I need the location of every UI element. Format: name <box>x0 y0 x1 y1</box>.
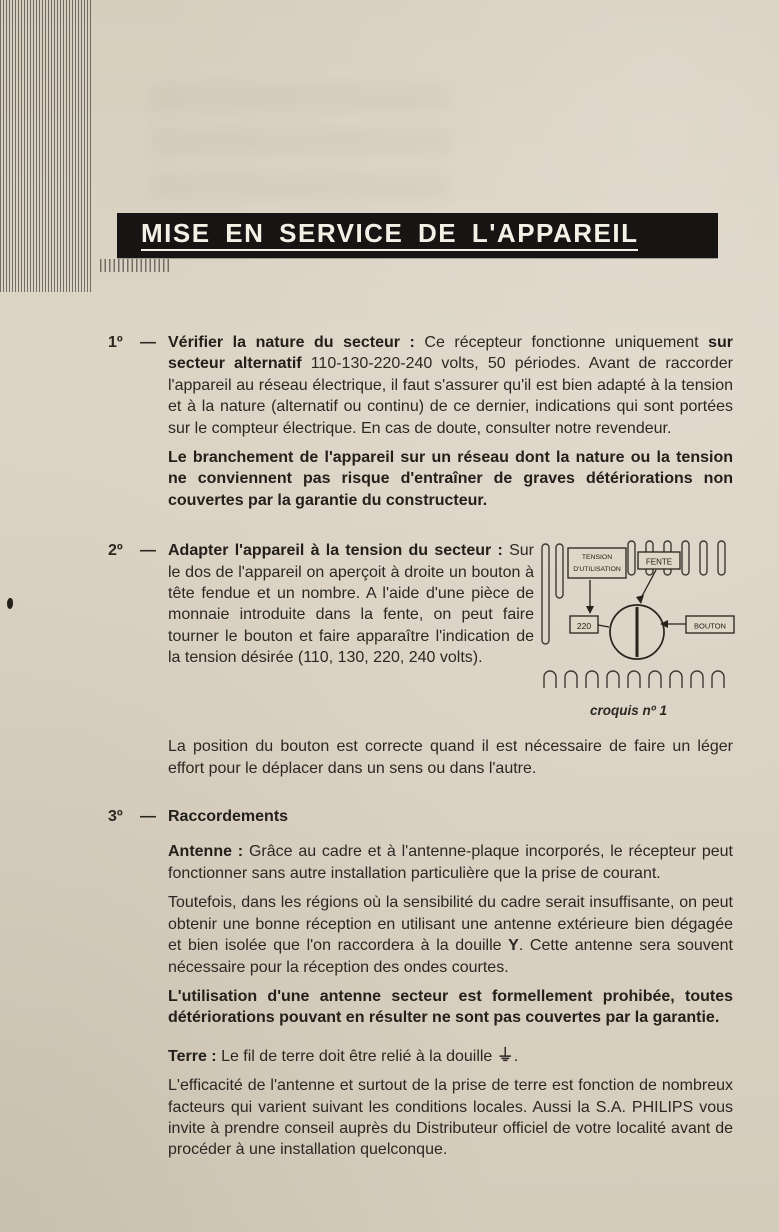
final-paragraph: L'efficacité de l'antenne et surtout de la prise de terre est fonction de nombreux facteurs qui varient suivant les conditions locales. Aussi la S.A. PHILIPS vous invite à prendre conseil auprès du Distributeur officiel de votre localité avant de procéder à une installation quelconque. <box>168 1077 733 1159</box>
section-2-text-and-figure <box>168 540 733 722</box>
scan-stripe-pattern <box>0 0 93 292</box>
print-through-ghost <box>150 85 450 215</box>
section-3-dash: — <box>140 808 156 826</box>
ink-speck <box>7 598 13 609</box>
section-2-after-paragraph: La position du bouton est correcte quand il est nécessaire de faire un léger effort pour le déplacer dans un sens ou dans l'autre. <box>168 738 733 777</box>
section-1-bold-1: sur secteur alternatif <box>168 334 733 373</box>
terre-paragraph <box>168 1045 733 1067</box>
section-2-body <box>168 540 733 779</box>
section-2-lead: Adapter l'appareil à la tension du secteur : <box>168 542 503 560</box>
section-2-dash: — <box>140 542 156 560</box>
section-1-lead: Vérifier la nature du secteur : <box>168 334 415 351</box>
diagram-label-tension-1: TENSION <box>581 554 613 562</box>
title-banner <box>117 213 718 258</box>
antenne-text: Grâce au cadre et à l'antenne-plaque incorporés, le récepteur peut fonctionner sans autre installation particulière que la prise de courant. <box>168 843 733 882</box>
section-1-dash: — <box>140 334 156 351</box>
section-3-body <box>168 806 733 1161</box>
section-2 <box>108 540 733 779</box>
section-2-paragraph <box>168 540 534 668</box>
page-title: MISE EN SERVICE DE L'APPAREIL <box>141 220 638 251</box>
terre-lead: Terre : <box>168 1047 217 1065</box>
section-2-text: Sur le dos de l'appareil on aperçoit à droite un bouton à tête fendue et un nombre. A l'aide d'une pièce de monnaie introduite dans la fente, on peut faire tourner le bouton et faire apparaître l'indication de la tension désirée (110, 130, 220, 240 volts). <box>168 542 534 667</box>
tension-label-box <box>568 548 626 578</box>
diagram-label-fente: FENTE <box>645 557 673 567</box>
antenne-lead: Antenne : <box>168 843 244 861</box>
section-3-heading: Raccordements <box>168 808 289 826</box>
toutefois-paragraph <box>168 892 733 978</box>
voltage-selector-diagram <box>540 540 740 690</box>
section-1-number: 1º <box>108 334 123 351</box>
section-1-warning: Le branchement de l'appareil sur un réseau dont la nature ou la tension ne conviennent pas risque d'entraîner de graves détériorations non couvertes par la garantie du constructeur. <box>168 449 733 509</box>
antenna-socket-symbol: Y <box>508 937 519 955</box>
diagram-label-bouton: BOUTON <box>694 621 726 631</box>
section-3-number: 3º <box>108 808 123 826</box>
tick-marks <box>100 259 172 272</box>
prohibition-paragraph: L'utilisation d'une antenne secteur est formellement prohibée, toutes détériorations pouvant en résulter ne sont pas couvertes par la garantie. <box>168 987 733 1027</box>
diagram-label-tension-2: D'UTILISATION <box>573 566 621 574</box>
section-1-text-2: 110-130-220-240 volts, 50 périodes. Avant de raccorder l'appareil au réseau électrique, il faut s'assurer qu'il est bien adapté à la tension et à la nature (alternatif ou continu) de ce dernier, indications qui sont portées sur le compteur électrique. En cas de doute, consulter notre revendeur. <box>168 355 734 437</box>
figure-caption: croquis nº 1 <box>590 702 667 718</box>
ground-socket-symbol: ⏚ <box>496 1045 514 1065</box>
antenne-paragraph <box>168 841 733 884</box>
diagram-voltage-value: 220 <box>576 621 592 632</box>
section-2-number: 2º <box>108 542 123 560</box>
section-1-paragraph <box>168 332 733 439</box>
terre-end: . <box>513 1047 519 1065</box>
section-3 <box>108 806 733 1161</box>
figure-croquis-1 <box>540 540 740 721</box>
section-1-text-1: Ce récepteur fonctionne uniquement <box>424 334 699 351</box>
section-1-body <box>168 332 733 511</box>
terre-text: Le fil de terre doit être relié à la douille <box>221 1047 493 1065</box>
document-body <box>108 332 733 1161</box>
toutefois-text-a: Toutefois, dans les régions où la sensibilité du cadre serait insuffisante, on peut obtenir une bonne réception en utilisant une antenne extérieure bien dégagée et bien isolée que l'on raccordera à la douille <box>168 894 733 955</box>
toutefois-text-b: . Cette antenne sera souvent nécessaire pour la réception des ondes courtes. <box>168 937 734 976</box>
section-1 <box>108 332 733 511</box>
